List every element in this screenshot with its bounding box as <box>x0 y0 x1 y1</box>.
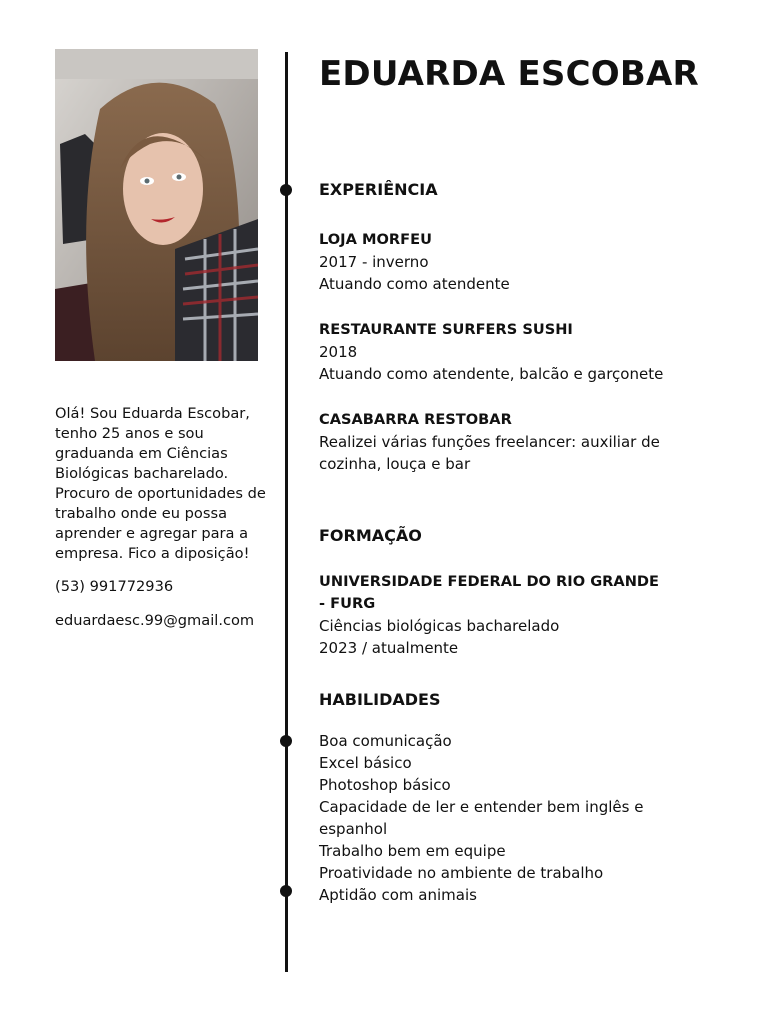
experience-description: Realizei várias funções freelancer: auxiliar de cozinha, louça e bar <box>319 433 660 473</box>
experience-description: Atuando como atendente, balcão e garçonete <box>319 365 664 383</box>
experience-title: EXPERIÊNCIA <box>319 180 438 199</box>
experience-org: CASABARRA RESTOBAR <box>319 411 512 428</box>
skill-item: Boa comunicação <box>319 732 452 750</box>
skill-item: Trabalho bem em equipe <box>319 842 506 860</box>
experience-org: LOJA MORFEU <box>319 231 432 248</box>
skill-item: Photoshop básico <box>319 776 451 794</box>
skill-item: Excel básico <box>319 754 412 772</box>
experience-date: 2018 <box>319 343 358 361</box>
experience-org: RESTAURANTE SURFERS SUSHI <box>319 321 573 338</box>
about-section <box>55 404 270 631</box>
education-item <box>319 571 669 659</box>
page-title: EDUARDA ESCOBAR <box>319 54 699 94</box>
education-date: 2023 / atualmente <box>319 639 459 657</box>
profile-photo <box>55 49 258 361</box>
experience-item <box>319 319 699 385</box>
phone-number: (53) 991772936 <box>55 578 174 595</box>
portrait-photo-icon <box>55 49 258 361</box>
about-text: Olá! Sou Eduarda Escobar, tenho 25 anos e sou graduanda em Ciências Biológicas bacharelado. Procuro de oportunidades de trabalho onde eu possa aprender e agregar para a empresa. Fico a diposição! <box>55 405 266 562</box>
skills-title: HABILIDADES <box>319 690 441 709</box>
experience-description: Atuando como atendente <box>319 275 510 293</box>
skill-item: Aptidão com animais <box>319 886 477 904</box>
education-title: FORMAÇÃO <box>319 526 422 545</box>
experience-item <box>319 229 699 295</box>
skill-item: Capacidade de ler e entender bem inglês e espanhol <box>319 798 644 838</box>
timeline-dot-icon <box>280 885 292 897</box>
email-address: eduardaesc.99@gmail.com <box>55 612 255 629</box>
experience-item <box>319 409 669 475</box>
timeline-dot-icon <box>280 184 292 196</box>
skill-item: Proatividade no ambiente de trabalho <box>319 864 604 882</box>
skills-list <box>319 730 699 906</box>
timeline-dot-icon <box>280 735 292 747</box>
experience-date: 2017 - inverno <box>319 253 429 271</box>
education-course: Ciências biológicas bacharelado <box>319 617 560 635</box>
education-org: UNIVERSIDADE FEDERAL DO RIO GRANDE - FURG <box>319 573 660 612</box>
